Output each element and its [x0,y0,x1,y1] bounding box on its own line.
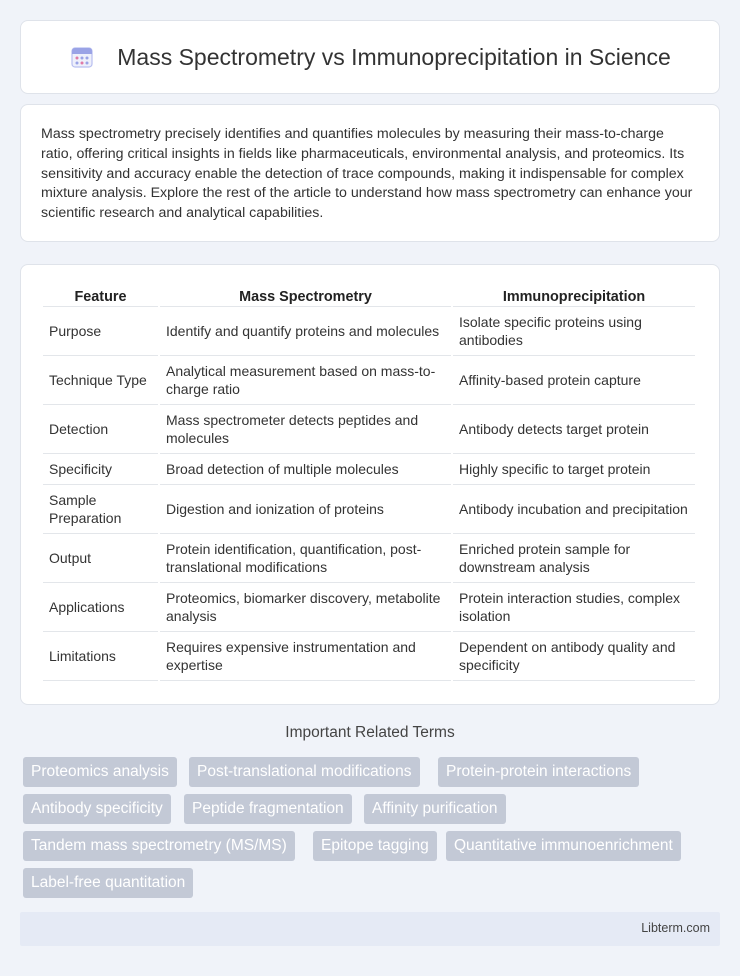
related-term-tag[interactable]: Post-translational modifications [189,757,420,787]
table-cell: Protein interaction studies, complex isolation [453,583,695,632]
table-cell: Digestion and ionization of proteins [160,485,451,534]
table-cell: Antibody incubation and precipitation [453,485,695,534]
table-cell: Enriched protein sample for downstream analysis [453,534,695,583]
table-cell: Output [43,534,158,583]
table-cell: Requires expensive instrumentation and expertise [160,632,451,681]
calendar-icon [69,44,95,70]
table-cell: Analytical measurement based on mass-to-charge ratio [160,356,451,405]
related-term-tag[interactable]: Protein-protein interactions [438,757,639,787]
footer-site-link[interactable]: Libterm.com [641,921,710,935]
page-title: Mass Spectrometry vs Immunoprecipitation in Science [117,43,671,70]
table-row [43,632,695,681]
table-row [43,405,695,454]
intro-paragraph: Mass spectrometry precisely identifies and quantifies molecules by measuring their mass-to-charge ratio, offering critical insights in fields like pharmaceuticals, environmental analysis, and proteomics. Its sensitivity and accuracy enable the detection of trace compounds, making it indispensable for complex mixture analysis. Explore the rest of the article to understand how mass spectrometry can enhance your scientific research and analytical capabilities. [41,126,693,222]
related-term-tag[interactable]: Tandem mass spectrometry (MS/MS) [23,831,295,861]
table-cell: Antibody detects target protein [453,405,695,454]
table-row [43,307,695,356]
header-card [20,20,720,94]
footer [20,912,720,946]
column-header: Immunoprecipitation [453,285,695,307]
table-cell: Protein identification, quantification, post-translational modifications [160,534,451,583]
column-header: Mass Spectrometry [160,285,451,307]
table-cell: Detection [43,405,158,454]
related-term-tag[interactable]: Epitope tagging [313,831,437,861]
table-cell: Purpose [43,307,158,356]
related-term-tag[interactable]: Quantitative immunoenrichment [446,831,681,861]
table-row [43,534,695,583]
intro-card [20,104,720,242]
table-cell: Sample Preparation [43,485,158,534]
related-term-tag[interactable]: Label-free quantitation [23,868,193,898]
table-cell: Affinity-based protein capture [453,356,695,405]
table-row [43,454,695,485]
table-cell: Broad detection of multiple molecules [160,454,451,485]
table-cell: Isolate specific proteins using antibodies [453,307,695,356]
table-row [43,356,695,405]
related-term-tag[interactable]: Proteomics analysis [23,757,177,787]
column-header: Feature [43,285,158,307]
table-cell: Mass spectrometer detects peptides and molecules [160,405,451,454]
table-cell: Technique Type [43,356,158,405]
table-row [43,485,695,534]
table-cell: Specificity [43,454,158,485]
related-terms-title: Important Related Terms [285,724,455,741]
related-term-tag[interactable]: Antibody specificity [23,794,171,824]
related-term-tag[interactable]: Peptide fragmentation [184,794,352,824]
related-term-tag[interactable]: Affinity purification [364,794,506,824]
table-cell: Proteomics, biomarker discovery, metabolite analysis [160,583,451,632]
table-cell: Identify and quantify proteins and molecules [160,307,451,356]
table-cell: Highly specific to target protein [453,454,695,485]
table-cell: Limitations [43,632,158,681]
table-header-row [43,285,695,307]
table-cell: Dependent on antibody quality and specificity [453,632,695,681]
table-row [43,583,695,632]
comparison-table [41,285,697,681]
table-cell: Applications [43,583,158,632]
comparison-table-card [20,264,720,705]
